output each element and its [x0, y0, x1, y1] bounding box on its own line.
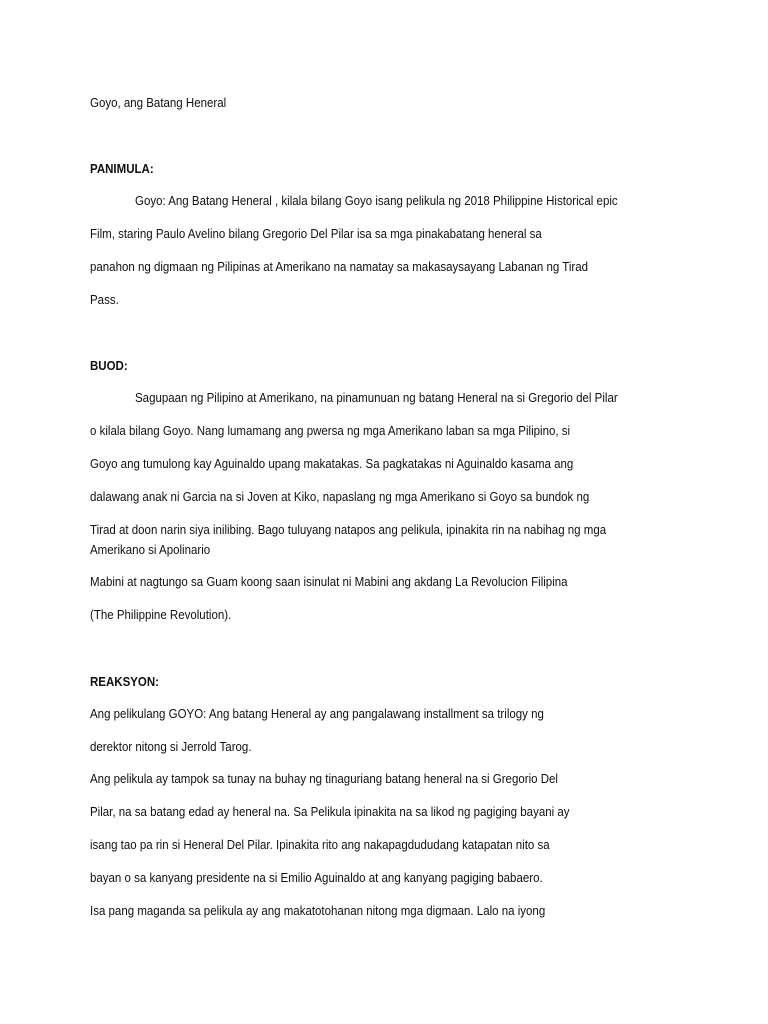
panimula-heading: PANIMULA:	[90, 162, 154, 176]
buod-heading: BUOD:	[90, 359, 128, 373]
reaksyon-heading: REAKSYON:	[90, 675, 160, 689]
buod-line-2: o kilala bilang Goyo. Nang lumamang ang pwersa ng mga Amerikano laban sa mga Pilipino, si	[90, 424, 571, 438]
reaksyon-line-2: derektor nitong si Jerrold Tarog.	[90, 740, 252, 754]
document-title: Goyo, ang Batang Heneral	[90, 96, 227, 110]
buod-line-1: Sagupaan ng Pilipino at Amerikano, na pinamunuan ng batang Heneral na si Gregorio del Pilar	[135, 391, 618, 405]
reaksyon-line-5: isang tao pa rin si Heneral Del Pilar. Ipinakita rito ang nakapagdududang katapatan nito sa	[90, 838, 550, 852]
buod-line-3: Goyo ang tumulong kay Aguinaldo upang makatakas. Sa pagkatakas ni Aguinaldo kasama ang	[90, 457, 574, 471]
panimula-line-4: Pass.	[90, 293, 119, 307]
buod-line-8: (The Philippine Revolution).	[90, 608, 232, 622]
reaksyon-line-3: Ang pelikula ay tampok sa tunay na buhay ng tinaguriang batang heneral na si Gregorio Del	[90, 772, 558, 786]
panimula-line-1: Goyo: Ang Batang Heneral , kilala bilang Goyo isang pelikula ng 2018 Philippine Historical epic	[135, 194, 618, 208]
buod-line-6: Amerikano si Apolinario	[90, 543, 211, 557]
buod-line-5: Tirad at doon narin siya inilibing. Bago tuluyang natapos ang pelikula, ipinakita rin na nabihag ng mga	[90, 523, 607, 537]
reaksyon-line-6: bayan o sa kanyang presidente na si Emilio Aguinaldo at ang kanyang pagiging babaero.	[90, 871, 543, 885]
reaksyon-line-1: Ang pelikulang GOYO: Ang batang Heneral ay ang pangalawang installment sa trilogy ng	[90, 707, 544, 721]
buod-line-7: Mabini at nagtungo sa Guam koong saan isinulat ni Mabini ang akdang La Revolucion Filipina	[90, 575, 568, 589]
buod-line-4: dalawang anak ni Garcia na si Joven at Kiko, napaslang ng mga Amerikano si Goyo sa bundok ng	[90, 490, 590, 504]
panimula-line-3: panahon ng digmaan ng Pilipinas at Amerikano na namatay sa makasaysayang Labanan ng Tirad	[90, 260, 589, 274]
reaksyon-line-7: Isa pang maganda sa pelikula ay ang makatotohanan nitong mga digmaan. Lalo na iyong	[90, 904, 546, 918]
panimula-line-2: Film, staring Paulo Avelino bilang Gregorio Del Pilar isa sa mga pinakabatang heneral sa	[90, 227, 542, 241]
reaksyon-line-4: Pilar, na sa batang edad ay heneral na. Sa Pelikula ipinakita na sa likod ng pagiging bayani ay	[90, 805, 570, 819]
